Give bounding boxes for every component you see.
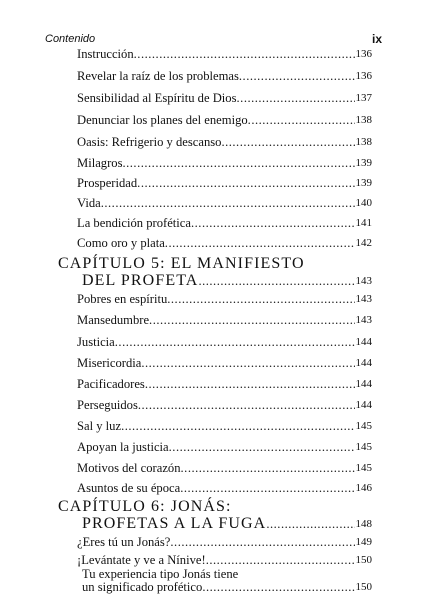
dot-leader — [137, 176, 354, 191]
dot-leader — [122, 156, 354, 171]
toc-entry[interactable]: Mansedumbre ..... 143 — [77, 313, 372, 328]
toc-entry[interactable]: Como oro y plata ..... 142 — [77, 236, 372, 251]
toc-entry[interactable]: Motivos del corazón ..... 145 — [77, 461, 372, 476]
dot-leader — [202, 580, 354, 595]
dot-leader — [170, 535, 354, 550]
toc-entry[interactable]: Misericordia ..... 144 — [77, 356, 372, 371]
toc-entry[interactable]: Denunciar los planes del enemigo ..... 138 — [77, 113, 372, 128]
toc-entry[interactable]: Apoyan la justicia ..... 145 — [77, 440, 372, 455]
toc-entry[interactable]: Pacificadores ..... 144 — [77, 377, 372, 392]
toc-entry[interactable]: Asuntos de su época ..... 146 — [77, 481, 372, 496]
dot-leader — [248, 113, 355, 128]
toc-entry[interactable]: Perseguidos ..... 144 — [77, 398, 372, 413]
toc-entry[interactable]: ¡Levántate y ve a Nínive! ..... 150 — [77, 553, 372, 568]
page-number: ix — [371, 32, 382, 46]
dot-leader — [169, 440, 355, 455]
dot-leader — [134, 47, 355, 62]
dot-leader — [165, 236, 355, 251]
dot-leader — [145, 377, 355, 392]
toc-entry[interactable]: Revelar la raíz de los problemas ..... 136 — [77, 69, 372, 84]
dot-leader — [191, 216, 355, 231]
dot-leader — [121, 419, 354, 434]
chapter-heading[interactable]: CAPÍTULO 6: JONÁS: — [58, 498, 232, 515]
dot-leader — [138, 398, 355, 413]
toc-entry[interactable]: Prosperidad ..... 139 — [77, 176, 372, 191]
chapter-heading[interactable]: CAPÍTULO 5: EL MANIFIESTO — [58, 255, 305, 272]
chapter-heading-line2[interactable]: PROFETAS A LA FUGA ..... 148 — [82, 515, 372, 533]
section-title: Contenido — [45, 33, 96, 45]
toc-entry[interactable]: ¿Eres tú un Jonás? ..... 149 — [77, 535, 372, 550]
toc-entry-first-line[interactable]: Tu experiencia tipo Jonás tiene — [82, 567, 239, 581]
toc-entry[interactable]: Oasis: Refrigerio y descanso ..... 138 — [77, 135, 372, 150]
dot-leader — [239, 69, 355, 84]
chapter-heading-line2[interactable]: DEL PROFETA ..... 143 — [82, 272, 372, 290]
dot-leader — [141, 356, 354, 371]
dot-leader — [115, 335, 355, 350]
toc-entry[interactable]: un significado profético ..... 150 — [82, 580, 372, 595]
dot-leader — [101, 196, 355, 211]
toc-entry[interactable]: Milagros ..... 139 — [77, 156, 372, 171]
dot-leader — [149, 313, 354, 328]
toc-entry[interactable]: Sensibilidad al Espíritu de Dios ..... 137 — [77, 91, 372, 106]
dot-leader — [167, 292, 354, 307]
dot-leader — [180, 481, 354, 496]
toc-entry[interactable]: La bendición profética ..... 141 — [77, 216, 372, 231]
dot-leader — [198, 272, 354, 290]
dot-leader — [181, 461, 355, 476]
toc-entry[interactable]: Justicia ..... 144 — [77, 335, 372, 350]
toc-entry[interactable]: Instrucción ..... 136 — [77, 47, 372, 62]
dot-leader — [266, 515, 354, 533]
toc-entry[interactable]: Sal y luz ..... 145 — [77, 419, 372, 434]
dot-leader — [237, 91, 355, 106]
dot-leader — [221, 135, 354, 150]
toc-entry[interactable]: Vida ..... 140 — [77, 196, 372, 211]
dot-leader — [206, 553, 355, 568]
toc-entry[interactable]: Pobres en espíritu ..... 143 — [77, 292, 372, 307]
